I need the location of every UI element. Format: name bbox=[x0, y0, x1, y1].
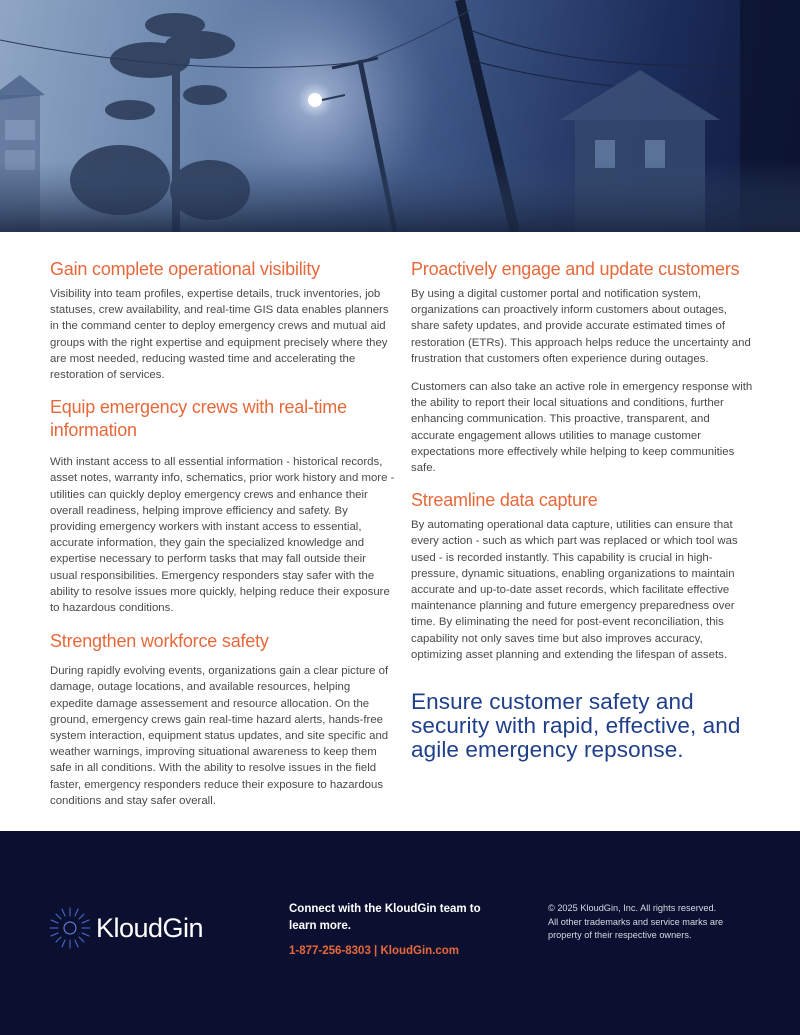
left-column bbox=[50, 258, 396, 809]
section-body-equip-crews: With instant access to all essential information - historical records, asset notes, warranty info, schematics, prior work history and more - utilities can quickly deploy emergency crews and enhance their overall readiness, helping improve efficiency and safety. By providing emergency workers with instant access to essential, accurate information, they gain the specialized knowledge and expertise necessary to perform tasks that may fall outside their usual responsibilities. Emergency responders stay safer with the ability to resolve issues more quickly, helping reduce their exposure to hazardous conditions. bbox=[50, 456, 395, 615]
kloudgin-starburst-logo-icon bbox=[48, 906, 92, 950]
kloudgin-logo bbox=[48, 906, 203, 950]
section-heading-equip-crews: Equip emergency crews with real-time information bbox=[50, 397, 347, 441]
connect-text: Connect with the KloudGin team to learn more. bbox=[289, 903, 481, 932]
hero-image bbox=[0, 0, 800, 232]
section-heading-visibility: Gain complete operational visibility bbox=[50, 259, 320, 279]
section-body-visibility: Visibility into team profiles, expertise details, truck inventories, job statuses, crew availability, and real-time GIS data enables planners in the command center to deploy emergency crews and mutual aid groups with the right expertise and equipment precisely where they are most needed, reducing wasted time and accelerating the restoration of services. bbox=[50, 288, 389, 382]
section-body-engage-customers-2: Customers can also take an active role in emergency response with the ability to report their local situations and conditions, further enhancing communication. This proactive, transparent, and accurate engagement allows utilities to manage customer expectations more effectively while helping to keep communities safe. bbox=[411, 381, 753, 475]
hero-photo-illustration bbox=[0, 0, 800, 232]
section-body-workforce-safety: During rapidly evolving events, organizations gain a clear picture of damage, outage locations, and available resources, helping expedite damage assessement and resource allocation. On the ground, emergency crews gain real-time hazard alerts, hands-free system interaction, equipment status updates, and site specific and weather warnings, improving situational awareness to keep them safe in all conditions. With the ability to resolve issues in the field faster, emergency responders reduce their exposure to hazardous conditions and stay safer overall. bbox=[50, 665, 389, 807]
section-heading-engage-customers: Proactively engage and update customers bbox=[411, 259, 740, 279]
legal-copyright: © 2025 KloudGin, Inc. All rights reserved. bbox=[548, 903, 717, 913]
legal-trademarks: All other trademarks and service marks are property of their respective owners. bbox=[548, 916, 724, 940]
section-body-engage-customers-1: By using a digital customer portal and notification system, organizations can proactively inform customers about outages, share safety updates, and provide accurate estimated times of restoration (ETRs). This approach helps reduce the uncertainty and frustration that customers often experience during outages. bbox=[411, 288, 751, 365]
right-column bbox=[411, 258, 756, 762]
contact-link[interactable]: 1-877-256-8303 | KloudGin.com bbox=[289, 945, 460, 957]
section-heading-workforce-safety: Strengthen workforce safety bbox=[50, 631, 269, 652]
section-body-data-capture: By automating operational data capture, utilities can ensure that every action - such as which part was replaced or which tool was used - is recorded instantly. This capability is crucial in high-pressure, dynamic situations, enabling organizations to maintain accurate and up-to-date asset records, which facilitate effective maintenance planning and future emergency preparedness over time. By eliminating the need for post-event reconciliation, this capability not only saves time but also improves accuracy, optimizing asset planning and extending the lifespan of assets. bbox=[411, 519, 738, 661]
logo-wordmark: KloudGin bbox=[96, 912, 204, 943]
legal-notice bbox=[548, 902, 748, 943]
callout-quote: Ensure customer safety and security with rapid, effective, and agile emergency repsonse. bbox=[411, 689, 741, 763]
section-heading-data-capture: Streamline data capture bbox=[411, 490, 598, 511]
